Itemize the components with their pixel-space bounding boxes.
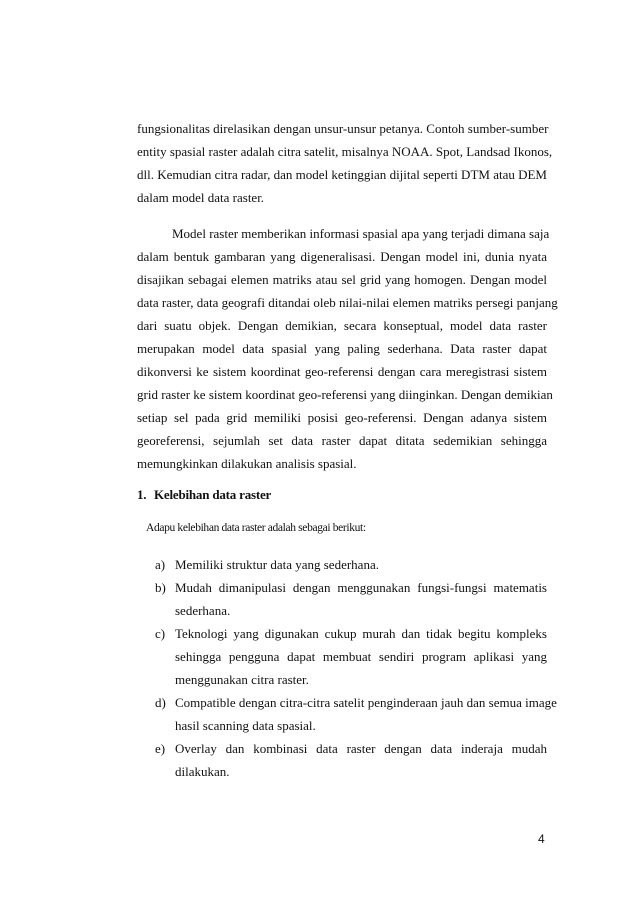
section-heading: [137, 487, 271, 503]
paragraph-line: dalam model data raster.: [137, 190, 265, 205]
paragraph-line: Model raster memberikan informasi spasial apa yang terjadi dimana saja: [172, 226, 550, 241]
list-item-letter: d): [155, 695, 166, 710]
paragraph-line: georeferensi, sejumlah set data raster dapat ditata sedemikian sehingga: [137, 433, 547, 448]
list-item-line: menggunakan citra raster.: [175, 672, 309, 687]
list-item-letter: e): [155, 741, 166, 756]
list-item-line: sederhana.: [175, 603, 231, 618]
list-item-line: Mudah dimanipulasi dengan menggunakan fungsi-fungsi matematis: [175, 580, 547, 595]
list-item-letter: a): [155, 557, 166, 572]
paragraph-line: entity spasial raster adalah citra satelit, misalnya NOAA. Spot, Landsad Ikonos,: [137, 144, 553, 159]
paragraph-line: disajikan sebagai elemen matriks atau sel grid yang homogen. Dengan model: [137, 272, 547, 287]
paragraph-line: data raster, data geografi ditandai oleb nilai-nilai elemen matriks persegi panjang: [137, 295, 558, 310]
list-item-line: hasil scanning data spasial.: [175, 718, 316, 733]
list-item-line: Memiliki struktur data yang sederhana.: [175, 557, 379, 572]
list-item-line: Compatible dengan citra-citra satelit penginderaan jauh dan semua image: [175, 695, 557, 710]
paragraph-line: fungsionalitas direlasikan dengan unsur-unsur petanya. Contoh sumber-sumber: [137, 121, 549, 136]
paragraph-line: dikonversi ke sistem koordinat geo-referensi dengan cara meregistrasi sistem: [137, 364, 547, 379]
paragraph-line: dalam bentuk gambaran yang digeneralisasi. Dengan model ini, dunia nyata: [137, 249, 547, 264]
section-number: 1.: [137, 487, 147, 502]
paragraph-line: setiap sel pada grid memiliki posisi geo-referensi. Dengan adanya sistem: [137, 410, 547, 425]
section-title: Kelebihan data raster: [154, 487, 272, 502]
list-item-line: Teknologi yang digunakan cukup murah dan tidak begitu kompleks: [175, 626, 547, 641]
list-item-line: Overlay dan kombinasi data raster dengan data inderaja mudah: [175, 741, 547, 756]
paragraph-line: memungkinkan dilakukan analisis spasial.: [137, 456, 357, 471]
list-item-letter: b): [155, 580, 166, 595]
paragraph-line: dll. Kemudian citra radar, dan model ketinggian dijital seperti DTM atau DEM: [137, 167, 547, 182]
paragraph-line: merupakan model data spasial yang paling sederhana. Data raster dapat: [137, 341, 547, 356]
page-number: 4: [538, 832, 545, 846]
list-item-letter: c): [155, 626, 166, 641]
paragraph-line: dari suatu objek. Dengan demikian, secara konseptual, model data raster: [137, 318, 547, 333]
paragraph-line: grid raster ke sistem koordinat geo-referensi yang diinginkan. Dengan demikian: [137, 387, 553, 402]
list-item-line: sehingga pengguna dapat membuat sendiri program aplikasi yang: [175, 649, 547, 664]
section-intro: Adapu kelebihan data raster adalah sebagai berikut:: [146, 522, 366, 534]
list-item-line: dilakukan.: [175, 764, 230, 779]
